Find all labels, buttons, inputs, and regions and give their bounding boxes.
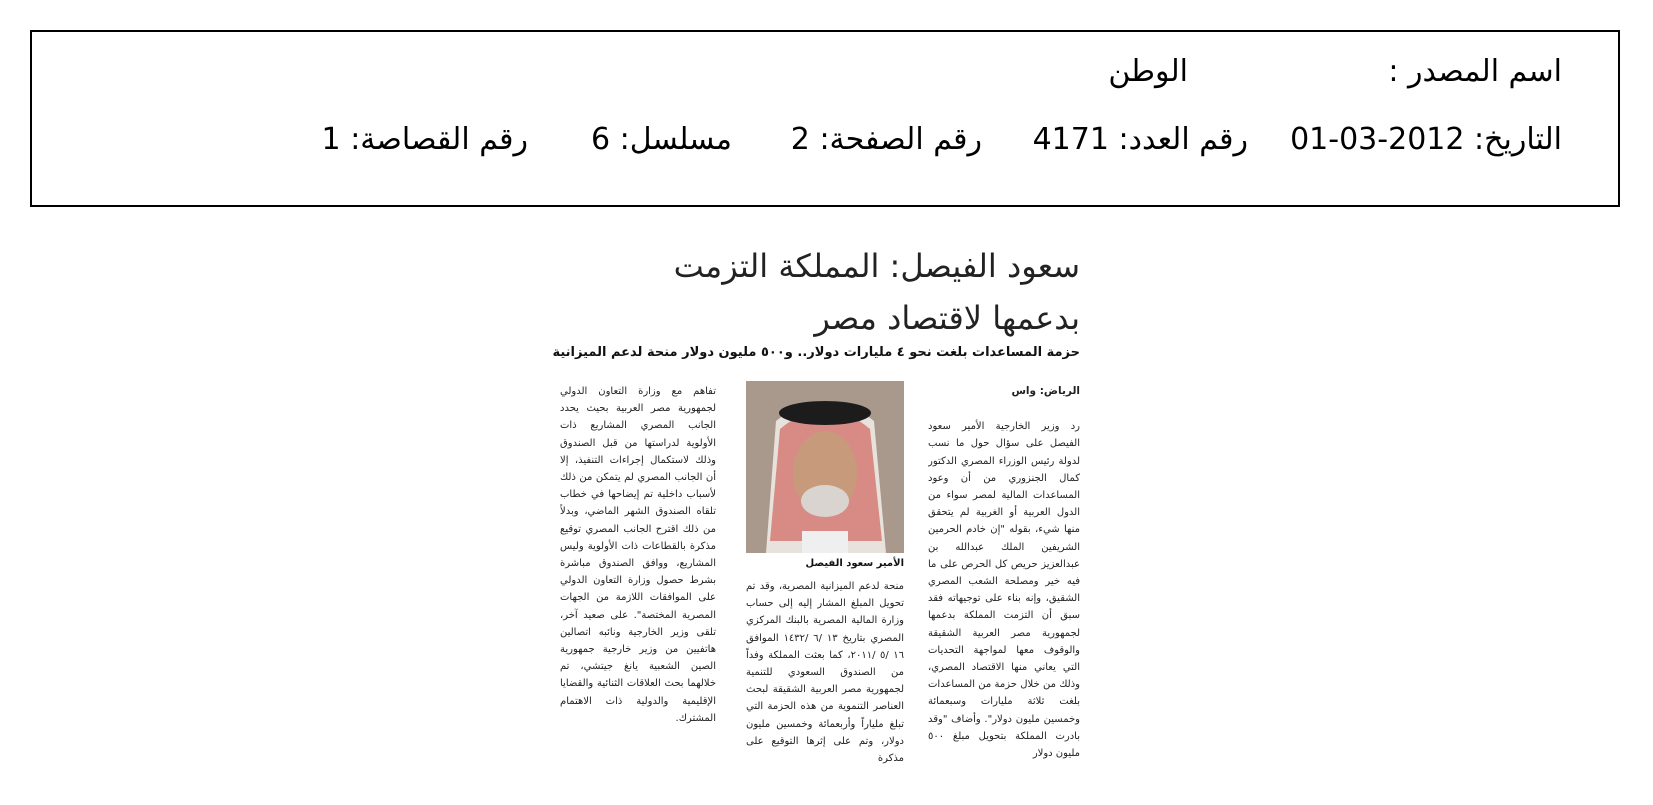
date-field [1290,122,1562,157]
photo-caption: الأمير سعود الفيصل [805,558,904,569]
source-info-box [30,30,1620,207]
serial-field [591,122,732,157]
clip-field [322,122,528,157]
source-name: الوطن [1108,54,1188,89]
article-headline [560,240,1080,344]
column-1-text: رد وزير الخارجية الأمير سعود الفيصل على سؤال حول ما نسب لدولة رئيس الوزراء المصري الدكتور كمال الجنزوري من أن وعود المساعدات المالية لمصر سواء من الدول العربية أو الغربية لم يتحقق منها شيء، بقوله "إن خادم الحرمين الشريفين الملك عبدالله بن عبدالعزيز حريص كل الحرص على ما فيه خير ومصلحة الشعب المصري الشقيق، وإنه بناء على توجيهاته فقد سبق أن التزمت المملكة بدعمها لجمهورية مصر العربية الشقيقة والوقوف معها لمواجهة التحديات التي يعاني منها الاقتصاد المصري، وذلك من خلال حزمة من المساعدات بلغت ثلاثة مليارات وسبعمائة وخمسين مليون دولار". وأضاف "وقد بادرت المملكة بتحويل مبلغ ٥٠٠ مليون دولار [928,421,1080,760]
source-row [1388,54,1562,89]
portrait-photo [746,381,904,553]
serial-value: 6 [591,122,611,157]
article-dateline: الرياض: واس [1011,385,1080,397]
headline-line-2: بدعمها لاقتصاد مصر [814,299,1080,337]
page-value: 2 [790,122,810,157]
issue-value: 4171 [1032,122,1109,157]
serial-label: مسلسل: [619,122,732,157]
clip-label: رقم القصاصة: [350,122,528,157]
date-label: التاريخ: [1474,122,1562,157]
source-value [1108,54,1188,89]
article-column-3 [560,383,716,788]
page-field [791,122,982,157]
page-label: رقم الصفحة: [819,122,982,157]
clip-value: 1 [321,122,341,157]
source-label: اسم المصدر : [1388,54,1562,89]
issue-label: رقم العدد: [1118,122,1248,157]
news-clipping [552,240,1080,800]
date-value: 2012-03-01 [1290,122,1465,157]
article-column-2 [746,578,904,788]
article-column-1 [928,383,1080,783]
article-subheadline: حزمة المساعدات بلغت نحو ٤ مليارات دولار.. و٥٠٠ مليون دولار منحة لدعم الميزانية [552,345,1080,360]
issue-field [1033,122,1248,157]
headline-line-1: سعود الفيصل: المملكة التزمت [673,247,1080,285]
column-3-text: تفاهم مع وزارة التعاون الدولي لجمهورية مصر العربية بحيث يحدد الجانب المصري المشاريع ذات الأولوية لدراستها من قبل الصندوق وذلك لاستكمال إجراءات التنفيذ، إلا أن الجانب المصري لم يتمكن من ذلك لأسباب داخلية تم إيضاحها في خطاب تلقاه الصندوق الشهر الماضي، وبدلاً من ذلك اقترح الجانب المصري توقيع مذكرة بالقطاعات ذات الأولوية وليس المشاريع، ووافق الصندوق مباشرة بشرط حصول وزارة التعاون الدولي على الموافقات اللازمة من الجهات المصرية المختصة". على صعيد آخر، تلقى وزير الخارجية ونائبه اتصالين هاتفيين من وزير خارجية جمهورية الصين الشعبية يانغ جيتشي، تم خلالهما بحث العلاقات الثنائية والقضايا الإقليمية والدولية ذات الاهتمام المشترك. [560,386,716,724]
column-2-text: منحة لدعم الميزانية المصرية، وقد تم تحويل المبلغ المشار إليه إلى حساب وزارة المالية المصرية بالبنك المركزي المصري بتاريخ ١٣ /٦ /١٤٣٢ الموافق ١٦ /٥ /٢٠١١، كما بعثت المملكة وفداً من الصندوق السعودي للتنمية لجمهورية مصر العربية الشقيقة لبحث العناصر التنموية من هذه الحزمة التي تبلغ ملياراً وأربعمائة وخمسين مليون دولار، وتم على إثرها التوقيع على مذكرة [746,581,904,765]
portrait-image-icon [746,381,904,553]
